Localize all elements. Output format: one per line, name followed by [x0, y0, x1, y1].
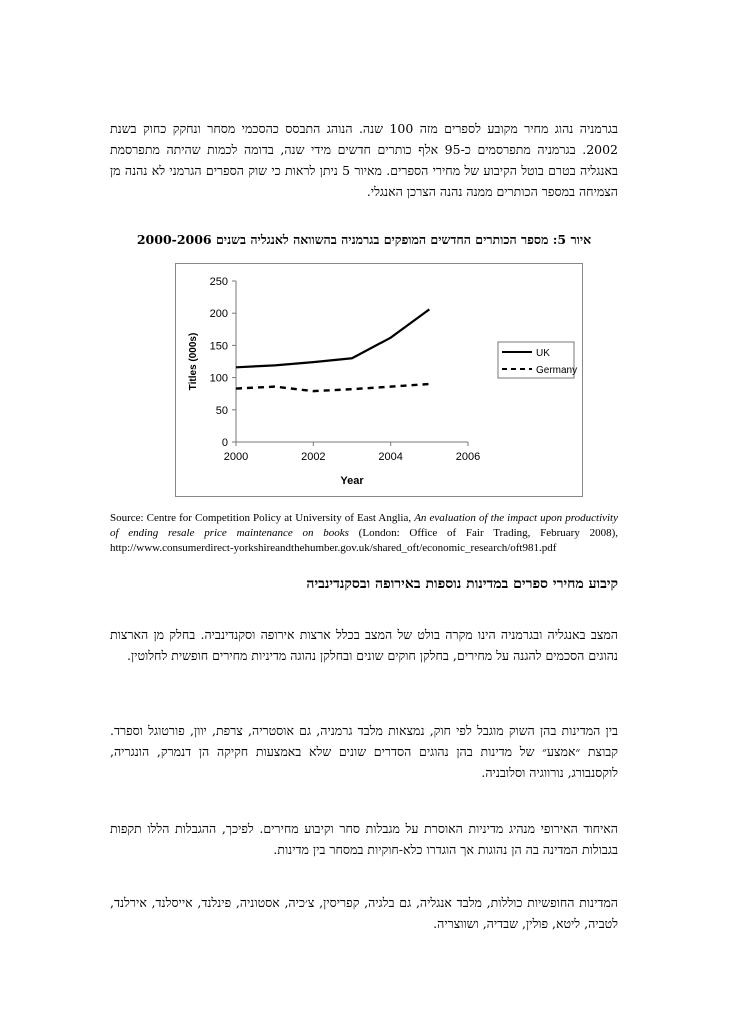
paragraph-4: המדינות החופשיות כוללות, מלבד אנגליה, גם בלגיה, קפריסין, צ׳כיה, אסטוניה, פינלנד, אייסלנד, אירלנד, לטביה, ליטא, פולין, שבדיה, ושווצריה. — [110, 895, 618, 931]
series-line-germany — [236, 384, 429, 391]
chart-canvas — [176, 264, 582, 496]
y-axis-label: Titles (000s) — [188, 332, 199, 391]
paragraph-3: האיחוד האירופי מנהיג מדיניות האוסרת על מגבלות סחר וקיבוע מחירים. לפיכך, ההגבלות הללו תקפות בגבולות המדינה בה הן נהוגות אך הוגדרו כלא-חוקיות במסחר בין מדינות. — [110, 821, 618, 857]
y-tick-label: 100 — [209, 372, 228, 385]
y-tick-label: 250 — [209, 276, 228, 288]
x-tick-label: 2006 — [455, 451, 481, 463]
source-title: An evaluation of the impact upon productivity of ending resale price maintenance on books — [110, 512, 618, 539]
figure-caption: איור 5: מספר הכותרים החדשים המופקים בגרמניה בהשוואה לאנגליה בשנים 2000-2006 — [136, 232, 592, 247]
line-chart — [175, 263, 583, 497]
section-heading: קיבוע מחירי ספרים במדינות נוספות באירופה ובסקנדינביה — [306, 576, 618, 592]
intro-paragraph: בגרמניה נהוג מחיר מקובע לספרים מזה 100 שנה. הנוהג התבסס כהסכמי מסחר ונחקק כחוק בשנת 2002. בגרמניה מתפרסמים כ-95 אלף כותרים חדשים מידי שנה, בדומה לכמות שהיתה מתפרסמת באנגליה בטרם בוטל הקיבוע של מחירי הספרים. מאיור 5 ניתן לראות כי שוק הספרים הגרמני לא נהנה מן הצמיחה במספר הכותרים ממנה נהנה הצרכן האנגלי. — [110, 121, 618, 199]
x-tick-label: 2002 — [301, 451, 326, 463]
source-prefix: Source: Centre for Competition Policy at University of East Anglia, — [110, 512, 415, 524]
source-suffix: (London: Office of Fair Trading, February 2008), http://www.consumerdirect-yorkshireandthehumber.gov.uk/shared_oft/economic_research/oft981.pdf — [110, 527, 618, 554]
legend-label-uk: UK — [536, 348, 550, 359]
y-tick-label: 150 — [209, 340, 228, 353]
x-tick-label: 2004 — [378, 451, 403, 463]
legend-label-germany: Germany — [536, 365, 578, 376]
paragraph-1: המצב באנגליה ובגרמניה הינו מקרה בולט של המצב בכלל ארצות אירופה וסקנדינביה. בחלק מן הארצות נהוגים הסכמים להגנה על מחירים, בחלקן חוקים שונים ובחלקן נהוגה מדיניות מחירים חופשית לחלוטין. — [110, 627, 618, 663]
x-tick-label: 2000 — [223, 451, 249, 463]
y-tick-label: 50 — [215, 404, 228, 417]
figure-source — [110, 511, 618, 556]
y-tick-label: 0 — [221, 437, 228, 449]
y-tick-label: 200 — [209, 308, 228, 321]
paragraph-2: בין המדינות בהן השוק מוגבל לפי חוק, נמצאות מלבד גרמניה, גם אוסטריה, צרפת, יוון, פורטוגל וספרד. קבוצת ״אמצע״ של מדינות בהן נהוגים הסדרים שונים שלא באמצעות חקיקה הן דנמרק, הונגריה, לוקסנבורג, נורווגיה וסלובניה. — [110, 723, 618, 780]
x-axis-label: Year — [340, 475, 364, 487]
series-line-uk — [236, 309, 429, 367]
